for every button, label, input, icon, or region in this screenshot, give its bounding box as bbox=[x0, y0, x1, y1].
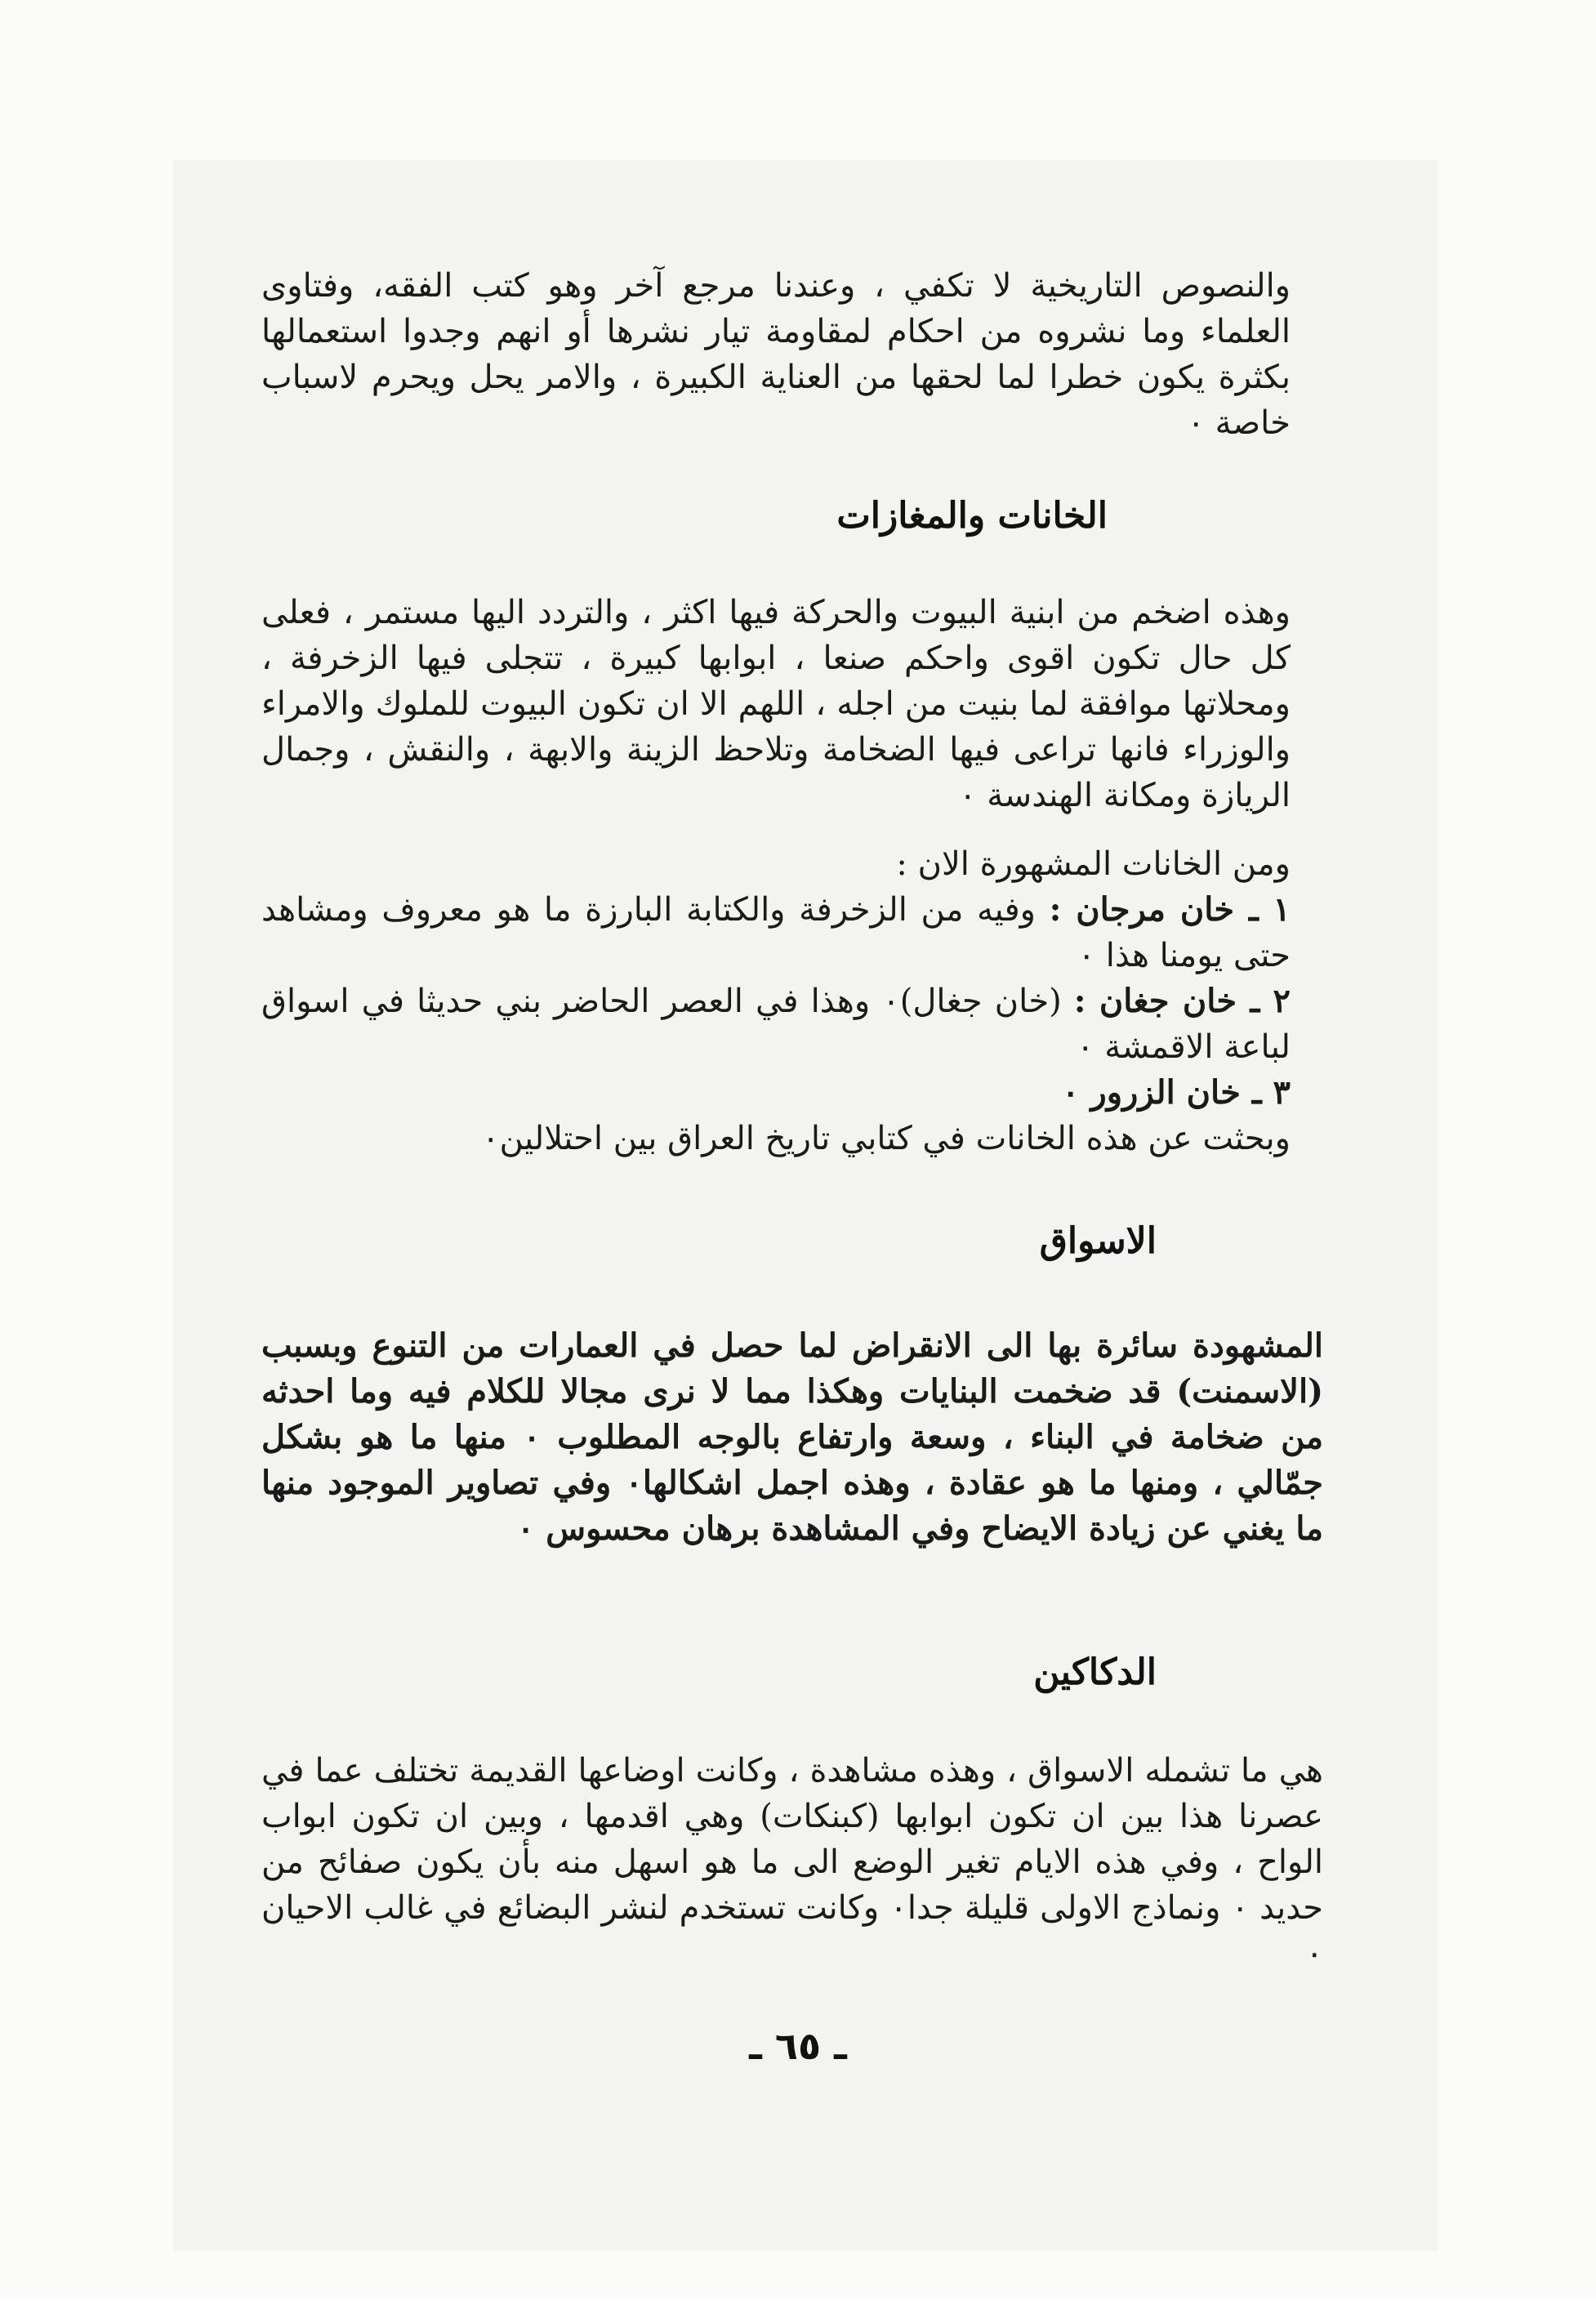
khanat-list-intro: ومن الخانات المشهورة الان : bbox=[896, 845, 1291, 883]
aswaq-text: المشهودة سائرة بها الى الانقراض لما حصل في العمارات من التنوع وبسبب (الاسمنت) قد ضخمت البنايات وهكذا مما لا نرى مجالا للكلام فيه وما احدثه من ضخامة في البناء ، وسعة وارتفاع بالوجه المطلوب ٠ منها ما هو بشكل جمّالي ، ومنها ما هو عقادة ، وهذه اجمل اشكالها٠ وفي تصاوير الموجود منها ما يغني عن زيادة الايضاح وفي المشاهدة برهان محسوس ٠ bbox=[261, 1326, 1324, 1548]
section-heading-aswaq: الاسواق bbox=[1039, 1220, 1157, 1262]
khanat-list bbox=[261, 841, 1323, 1161]
list-item-lead: ٢ ـ خان جغان : bbox=[1073, 982, 1291, 1020]
khanat-list-item-2 bbox=[261, 978, 1323, 1070]
intro-paragraph bbox=[261, 263, 1323, 446]
list-item-lead: ١ ـ خان مرجان : bbox=[1049, 890, 1291, 929]
section-khanat-paragraph bbox=[261, 590, 1323, 818]
section-heading-khanat: الخانات والمغازات bbox=[836, 495, 1108, 537]
intro-text: والنصوص التاريخية لا تكفي ، وعندنا مرجع آخر وهو كتب الفقه، وفتاوى العلماء وما نشروه من احكام لمقاومة تيار نشرها أو انهم وجدوا استعمالها بكثرة يكون خطرا لما لحقها من العناية الكبيرة ، والامر يحل ويحرم لاسباب خاصة ٠ bbox=[261, 267, 1291, 442]
section-aswaq-paragraph bbox=[261, 1323, 1323, 1552]
list-item-text: (خان جغال)٠ وهذا في العصر الحاضر بني حديثا في اسواق لباعة الاقمشة ٠ bbox=[261, 983, 1291, 1066]
list-item-lead: ٣ ـ خان الزرور ٠ bbox=[1062, 1073, 1291, 1112]
dakakin-text: هي ما تشمله الاسواق ، وهذه مشاهدة ، وكانت اوضاعها القديمة تختلف عما في عصرنا هذا بين ان تكون ابوابها (كبنكات) وهي اقدمها ، وبين ان تكون ابواب الواح ، وفي هذه الايام تغير الوضع الى ما هو اسهل منه بأن يكون صفائح من حديد ٠ ونماذج الاولى قليلة جدا٠ وكانت تستخدم لنشر البضائع في غالب الاحيان ٠ bbox=[261, 1752, 1324, 1972]
khanat-list-item-1 bbox=[261, 887, 1323, 978]
section-heading-dakakin: الدكاكين bbox=[1033, 1651, 1157, 1693]
list-item-text: وفيه من الزخرفة والكتابة البارزة ما هو معروف ومشاهد حتى يومنا هذا ٠ bbox=[261, 891, 1291, 974]
khanat-list-item-3 bbox=[261, 1070, 1323, 1116]
khanat-closing: وبحثت عن هذه الخانات في كتابي تاريخ العراق بين احتلالين٠ bbox=[482, 1120, 1291, 1157]
section-dakakin-paragraph bbox=[261, 1748, 1323, 1977]
page-number: ـ ٦٥ ـ bbox=[749, 2024, 847, 2068]
khanat-text: وهذه اضخم من ابنية البيوت والحركة فيها اكثر ، والتردد اليها مستمر ، فعلى كل حال تكون اقوى واحكم صنعا ، ابوابها كبيرة ، تتجلى فيها الزخرفة ، ومحلاتها موافقة لما بنيت من اجله ، اللهم الا ان تكون البيوت للملوك والامراء والوزراء فانها تراعى فيها الضخامة وتلاحظ الزينة والابهة ، والنقش ، وجمال الريازة ومكانة الهندسة ٠ bbox=[261, 594, 1291, 814]
